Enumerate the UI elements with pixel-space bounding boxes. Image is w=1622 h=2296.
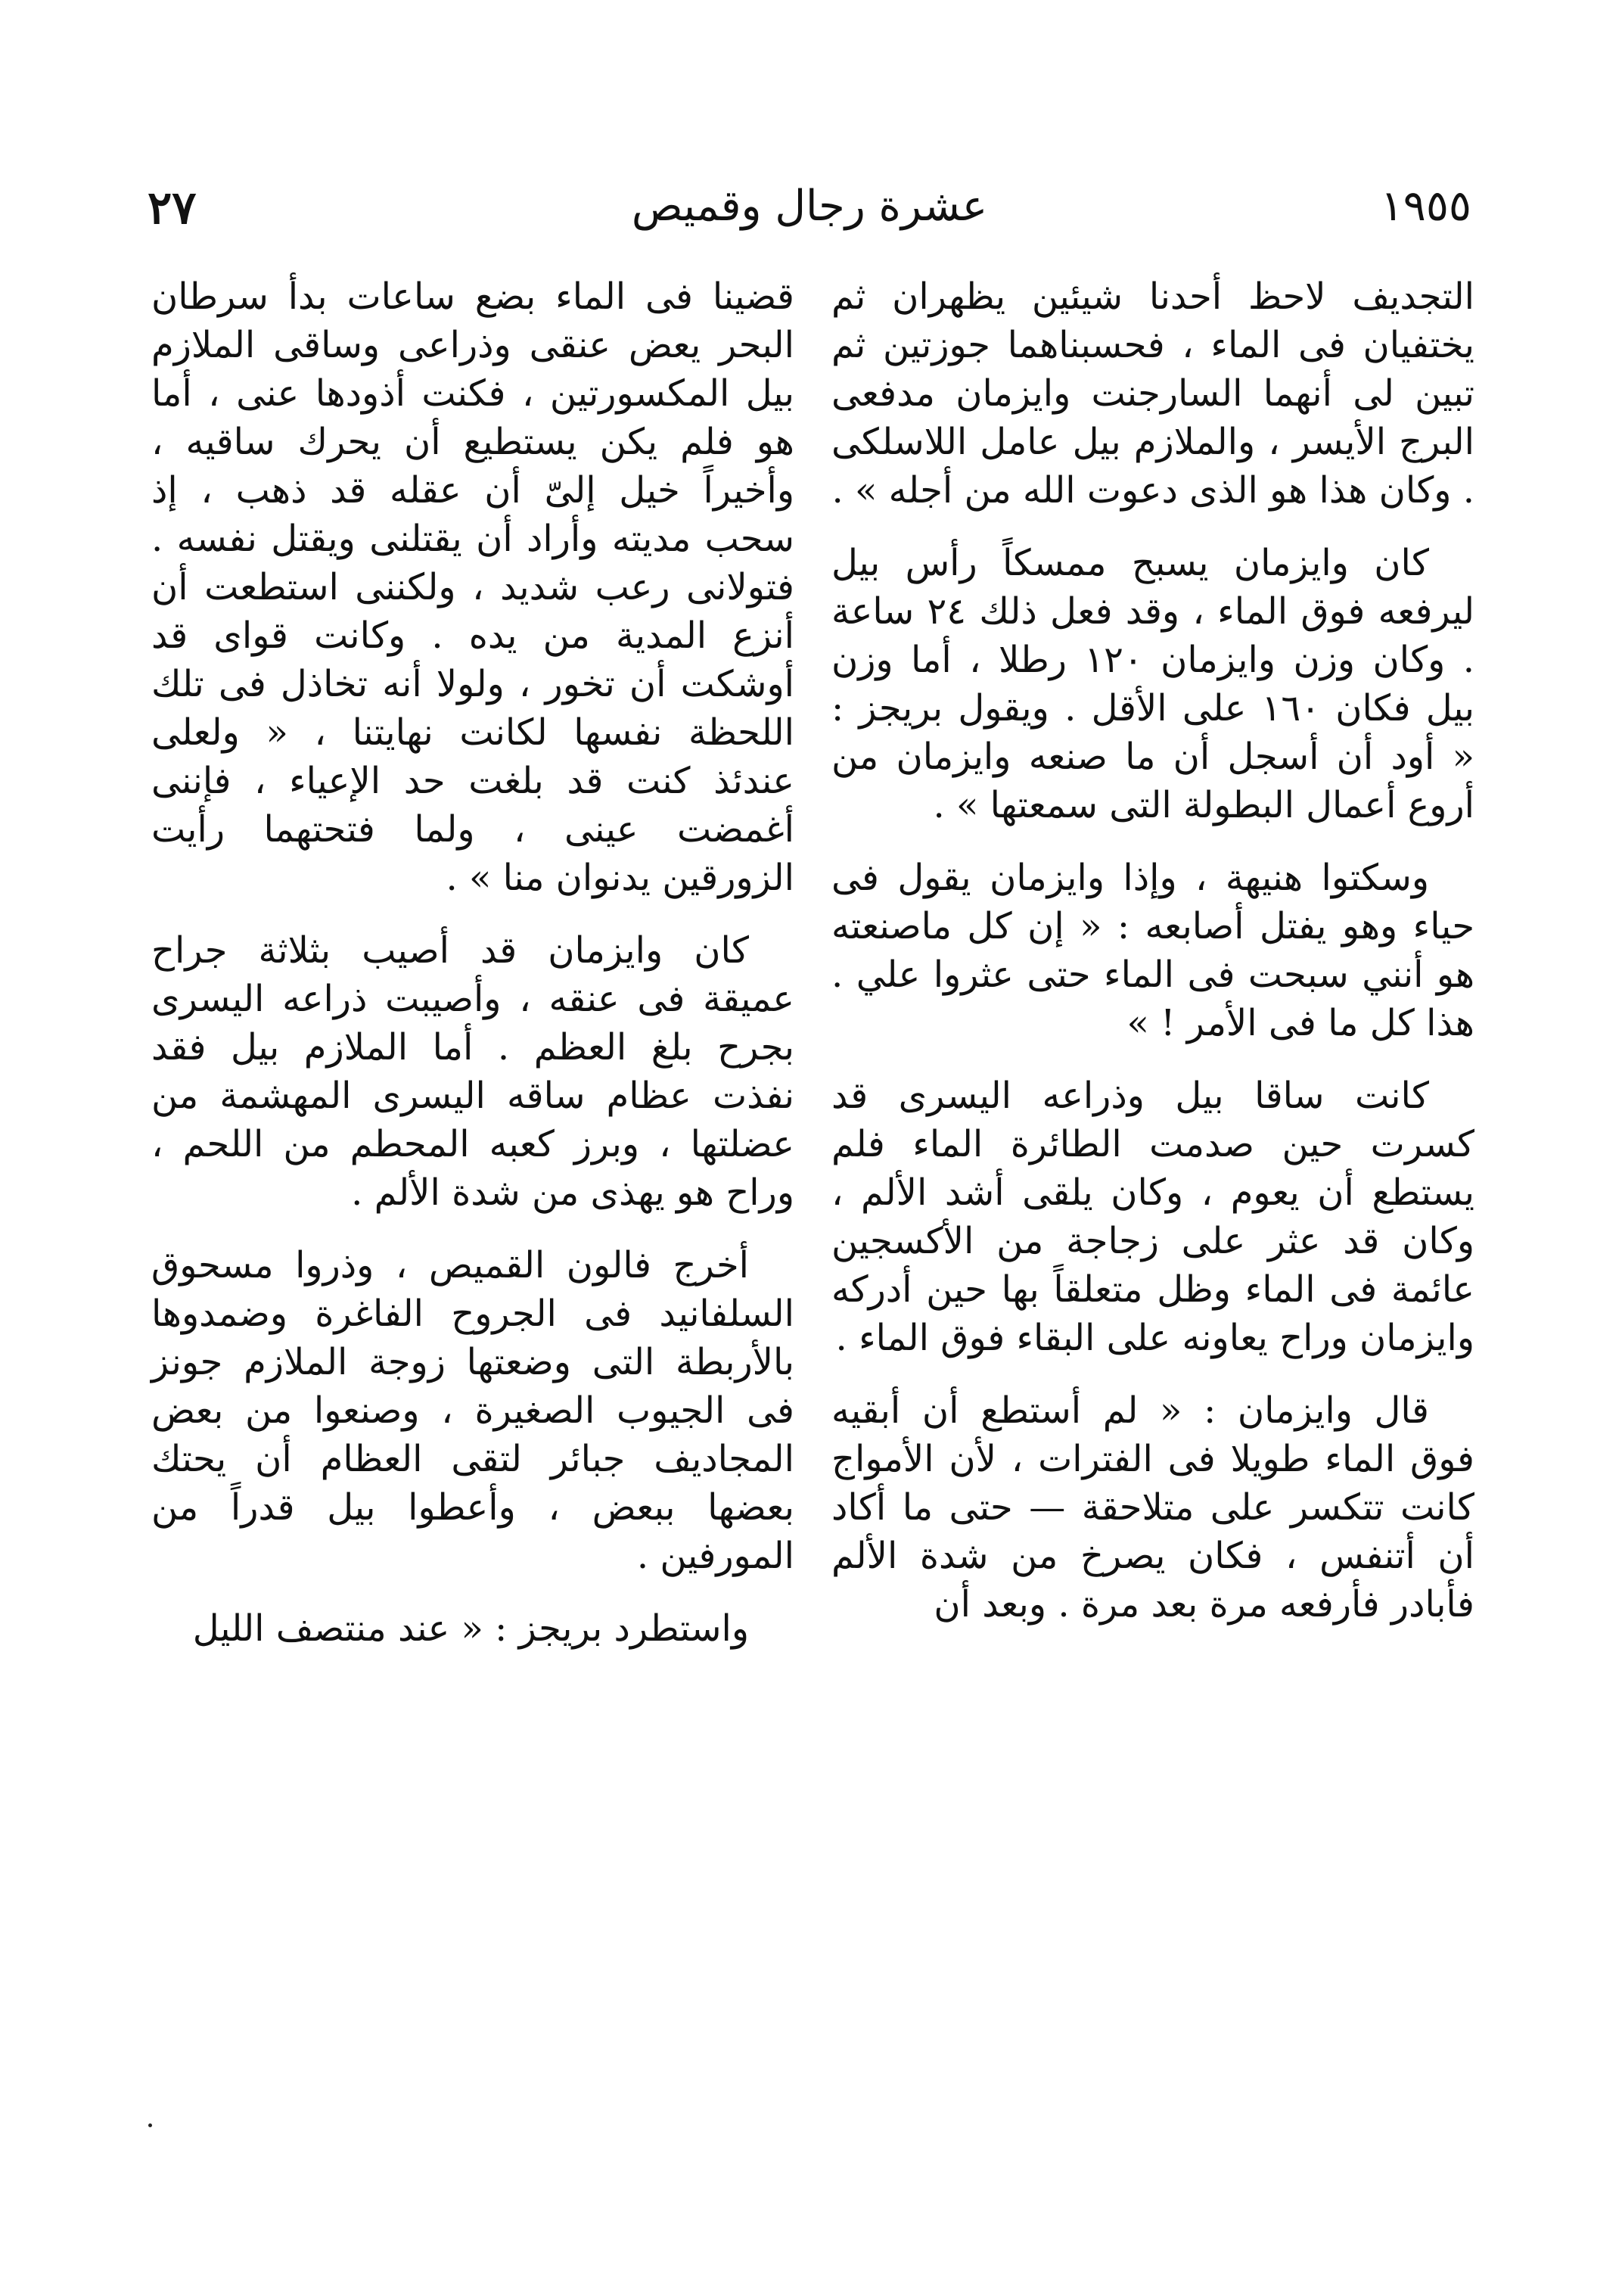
paragraph: وسكتوا هنيهة ، وإذا وايزمان يقول فى حياء وهو يفتل أصابعه : « إن كل ماصنعته هو أنني سبحت فى الماء حتى عثروا علي . هذا كل ما فى الأمر ! »	[831, 857, 1474, 1044]
page-number: ٢٧	[148, 182, 197, 235]
paragraph: قال وايزمان : « لم أستطع أن أبقيه فوق الماء طويلا فى الفترات ، لأن الأمواج كانت تتكسر على متلاحقة — حتى ما أكاد أن أتنفس ، فكان يصرخ من شدة الألم فأبادر فأرفعه مرة بعد مرة . وبعد أن	[831, 1389, 1474, 1626]
header-title: عشرة رجال وقميص	[631, 182, 988, 231]
header-year: ١٩٥٥	[1380, 182, 1471, 231]
paragraph: قضينا فى الماء بضع ساعات بدأ سرطان البحر يعض عنقى وذراعى وساقى الملازم بيل المكسورتين ، فكنت أذودها عنى ، أما هو فلم يكن يستطيع أن يحرك ساقيه ، وأخيراً خيل إلىّ أن عقله قد ذهب ، إذ سحب مديته وأراد أن يقتلنى ويقتل نفسه . فتولانى رعب شديد ، ولكننى استطعت أن أنزع المدية من يده . وكانت قواى قد أوشكت أن تخور ، ولولا أنه تخاذل فى تلك اللحظة نفسها لكانت نهايتنا ، « ولعلى عندئذ كنت قد بلغت حد الإعياء ، فإننى أغمضت عينى ، ولما فتحتهما رأيت الزورقين يدنوان منا » .	[151, 275, 794, 899]
paragraph: كانت ساقا بيل وذراعه اليسرى قد كسرت حين صدمت الطائرة الماء فلم يستطع أن يعوم ، وكان يلقى أشد الألم ، وكان قد عثر على زجاجة من الأكسجين عائمة فى الماء وظل متعلقاً بها حين أدركه وايزمان وراح يعاونه على البقاء فوق الماء .	[831, 1075, 1474, 1359]
paragraph: كان وايزمان قد أصيب بثلاثة جراح عميقة فى عنقه ، وأصيبت ذراعه اليسرى بجرح بلغ العظم . أما الملازم بيل فقد نفذت عظام ساقه اليسرى المهشمة من عضلتها ، وبرز كعبه المحطم من اللحم ، وراح هو يهذى من شدة الألم .	[151, 929, 794, 1214]
paragraph: التجديف لاحظ أحدنا شيئين يظهران ثم يختفيان فى الماء ، فحسبناهما جوزتين ثم تبين لى أنهما السارجنت وايزمان مدفعى البرج الأيسر ، والملازم بيل عامل اللاسلكى . وكان هذا هو الذى دعوت الله من أجله » .	[831, 275, 1474, 512]
scan-speck	[148, 2123, 152, 2127]
right-column	[831, 272, 1474, 2134]
paragraph: كان وايزمان يسبح ممسكاً رأس بيل ليرفعه فوق الماء ، وقد فعل ذلك ٢٤ ساعة . وكان وزن وايزمان ١٢٠ رطلا ، أما وزن بيل فكان ١٦٠ على الأقل . ويقول بريجز : « أود أن أسجل أن ما صنعه وايزمان من أروع أعمال البطولة التى سمعتها » .	[831, 542, 1475, 826]
left-column	[151, 272, 794, 2134]
paragraph: أخرج فالون القميص ، وذروا مسحوق السلفانيد فى الجروح الفاغرة وضمدوها بالأربطة التى وضعتها زوجة الملازم جونز فى الجيوب الصغيرة ، وصنعوا من بعض المجاديف جبائر لتقى العظام أن يحتك بعضها ببعض ، وأعطوا بيل قدراً من المورفين .	[151, 1244, 794, 1577]
paragraph: واستطرد بريجز : « عند منتصف الليل	[192, 1607, 749, 1650]
running-header	[148, 182, 1471, 250]
